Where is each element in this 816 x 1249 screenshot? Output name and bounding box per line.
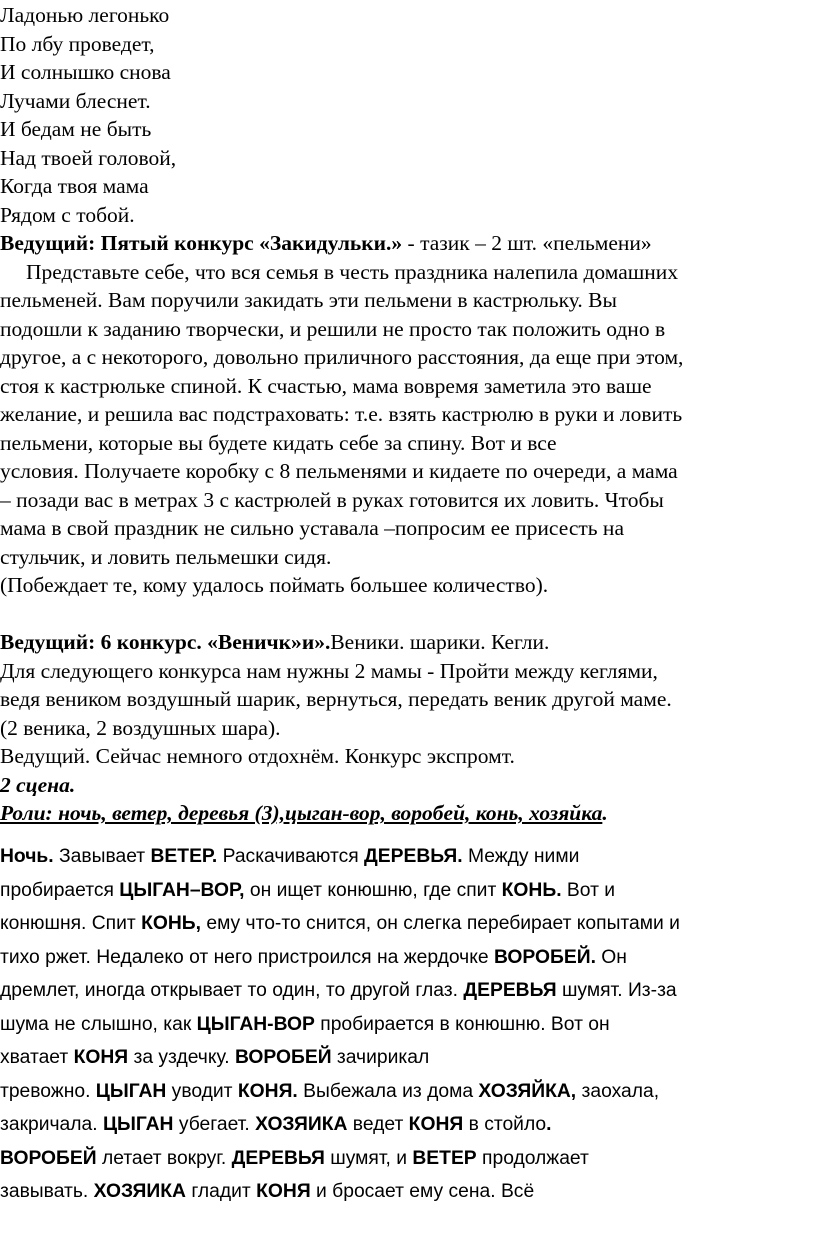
contest5-line: стульчик, и ловить пельмешки сидя. <box>0 544 332 569</box>
script-fragment: Ночь. <box>0 846 54 867</box>
script-fragment: ему что-то снится, он слегка перебирает копытами и <box>201 913 680 934</box>
script-fragment: КОНЯ. <box>237 1080 298 1102</box>
contest5-line: пельмени, которые вы будете кидать себе за спину. Вот и все <box>0 430 557 455</box>
contest5-heading: Ведущий: Пятый конкурс «Закидульки.» <box>0 231 403 255</box>
script-fragment: в стойло <box>463 1114 547 1135</box>
script-line <box>0 1008 680 1042</box>
script-fragment: ХОЗЯЙКА, <box>478 1080 577 1102</box>
script-fragment: ВЕТЕР <box>412 1147 477 1169</box>
contest5-line: (Побеждает те, кому удалось поймать большее количество). <box>0 573 549 597</box>
contest5-line: стоя к кастрюльке спиной. К счастью, мама вовремя заметила это ваше <box>0 373 652 398</box>
script-fragment: ЦЫГАН <box>95 1080 167 1102</box>
script-fragment: . <box>546 1114 552 1135</box>
script-fragment: пробирается в конюшню. Вот он <box>314 1013 610 1035</box>
contest6-line: (2 веника, 2 воздушных шара). <box>0 715 281 740</box>
scene-script <box>0 840 680 1209</box>
script-fragment: шумят, и <box>324 1147 413 1169</box>
poem-line: Рядом с тобой. <box>0 202 135 227</box>
contest5-props: - тазик – 2 шт. «пельмени» <box>402 231 652 255</box>
script-fragment: продолжает <box>476 1147 589 1169</box>
script-fragment: за уздечку. <box>128 1047 235 1068</box>
poem-line: Над твоей головой, <box>0 145 177 170</box>
script-fragment: ведет <box>347 1114 409 1135</box>
contest5-line: Представьте себе, что вся семья в честь праздника налепила домашних <box>26 259 679 284</box>
script-fragment: КОНЬ. <box>501 879 562 901</box>
script-fragment: Выбежала из дома <box>297 1080 479 1102</box>
script-fragment: ВОРОБЕЙ. <box>493 946 596 968</box>
contests-section <box>0 229 683 828</box>
contest5-line: подошли к заданию творчески, и решили не просто так положить одно в <box>0 316 666 341</box>
scene2-roles-line <box>0 799 683 828</box>
script-fragment: ДЕРЕВЬЯ <box>231 1147 325 1169</box>
contest6-line: ведя веником воздушный шарик, вернуться, передать веник другой маме. <box>0 687 672 711</box>
script-fragment: зачирикал <box>331 1047 430 1068</box>
script-fragment: КОНЯ <box>408 1114 464 1135</box>
script-fragment: ДЕРЕВЬЯ <box>463 980 557 1001</box>
scene2-roles: Роли: ночь, ветер, деревья (3),цыган-вор, воробей, конь, хозяйка <box>0 801 603 825</box>
scene2-roles-end: . <box>602 801 608 825</box>
contest5-line: мама в свой праздник не сильно уставала –попросим ее присесть на <box>0 516 624 540</box>
script-fragment: Раскачиваются <box>217 846 365 867</box>
script-fragment: ВЕТЕР. <box>150 846 218 867</box>
contest6-line: Для следующего конкурса нам нужны 2 мамы - Пройти между кеглями, <box>0 658 658 683</box>
script-fragment: КОНЯ <box>73 1047 129 1068</box>
script-fragment: хватает <box>0 1047 74 1068</box>
script-fragment: ЦЫГАН-ВОР <box>196 1013 315 1035</box>
script-fragment: ХОЗЯИКА <box>255 1114 348 1135</box>
contest6-heading-line <box>0 628 683 657</box>
script-fragment: Между ними <box>462 846 580 867</box>
script-fragment: ХОЗЯИКА <box>93 1181 186 1202</box>
script-fragment: пробирается <box>0 879 120 901</box>
contest5-line: пельменей. Вам поручили закидать эти пельмени в кастрюльку. Вы <box>0 288 617 312</box>
script-fragment: он ищет конюшню, где спит <box>244 879 502 901</box>
script-fragment: дремлет, иногда открывает то один, то другой глаз. <box>0 980 464 1001</box>
script-fragment: закричала. <box>0 1114 103 1135</box>
scene2-title: 2 сцена. <box>0 772 76 797</box>
script-fragment: ВОРОБЕЙ <box>234 1047 332 1068</box>
poem-line: Когда твоя мама <box>0 174 149 198</box>
poem-line: И бедам не быть <box>0 117 152 141</box>
script-fragment: КОНЬ, <box>141 913 201 934</box>
contest6-heading: Ведущий: 6 конкурс. «Веничк» <box>0 630 302 654</box>
contest6-heading-end: и». <box>301 630 331 654</box>
script-line <box>0 907 680 941</box>
script-fragment: шума не слышно, как <box>0 1013 197 1035</box>
contest6-line: Ведущий. Сейчас немного отдохнём. Конкурс экспромт. <box>0 744 515 768</box>
contest5-line: желание, и решила вас подстраховать: т.е. взять кастрюлю в руки и ловить <box>0 402 683 426</box>
contest5-line: условия. Получаете коробку с 8 пельменями и кидаете по очереди, а мама <box>0 459 678 483</box>
script-fragment: Завывает <box>53 846 151 867</box>
script-fragment: завывать. <box>0 1181 94 1202</box>
script-line <box>0 874 680 908</box>
poem-line: Лучами блеснет. <box>0 88 151 113</box>
poem-line: По лбу проведет, <box>0 31 155 56</box>
contest6-props: Веники. шарики. Кегли. <box>330 630 550 654</box>
script-line <box>0 941 680 975</box>
contest5-line: – позади вас в метрах 3 с кастрюлей в руках готовится их ловить. Чтобы <box>0 487 664 512</box>
script-line <box>0 1108 680 1142</box>
script-fragment: Вот и <box>561 879 616 901</box>
contest5-line: другое, а с некоторого, довольно приличного расстояния, да еще при этом, <box>0 345 684 369</box>
script-fragment: уводит <box>166 1080 238 1102</box>
script-line <box>0 1075 680 1109</box>
blank-line <box>0 600 683 629</box>
script-fragment: гладит <box>185 1181 257 1202</box>
script-fragment: ДЕРЕВЬЯ. <box>364 846 463 867</box>
script-line <box>0 1041 680 1075</box>
script-line <box>0 840 680 874</box>
script-fragment: заохала, <box>576 1080 660 1102</box>
poem-line: Ладонью легонько <box>0 3 170 27</box>
script-line <box>0 974 680 1008</box>
script-line <box>0 1175 680 1209</box>
poem-line: И солнышко снова <box>0 60 171 84</box>
script-fragment: КОНЯ <box>256 1181 311 1202</box>
script-fragment: летает вокруг. <box>96 1147 232 1169</box>
script-line <box>0 1142 680 1176</box>
script-fragment: ЦЫГАН–ВОР, <box>119 879 245 901</box>
script-fragment: ЦЫГАН <box>102 1114 174 1135</box>
script-fragment: тревожно. <box>0 1080 96 1102</box>
script-fragment: ВОРОБЕЙ <box>0 1147 97 1169</box>
script-fragment: убегает. <box>173 1114 256 1135</box>
poem <box>0 1 176 229</box>
script-fragment: Он <box>595 946 627 968</box>
contest5-heading-line <box>0 229 683 258</box>
script-fragment: тихо ржет. Недалеко от него пристроился на жердочке <box>0 946 494 968</box>
script-fragment: и бросает ему сена. Всё <box>310 1181 535 1202</box>
script-fragment: шумят. Из-за <box>556 980 677 1001</box>
script-fragment: конюшня. Спит <box>0 913 142 934</box>
